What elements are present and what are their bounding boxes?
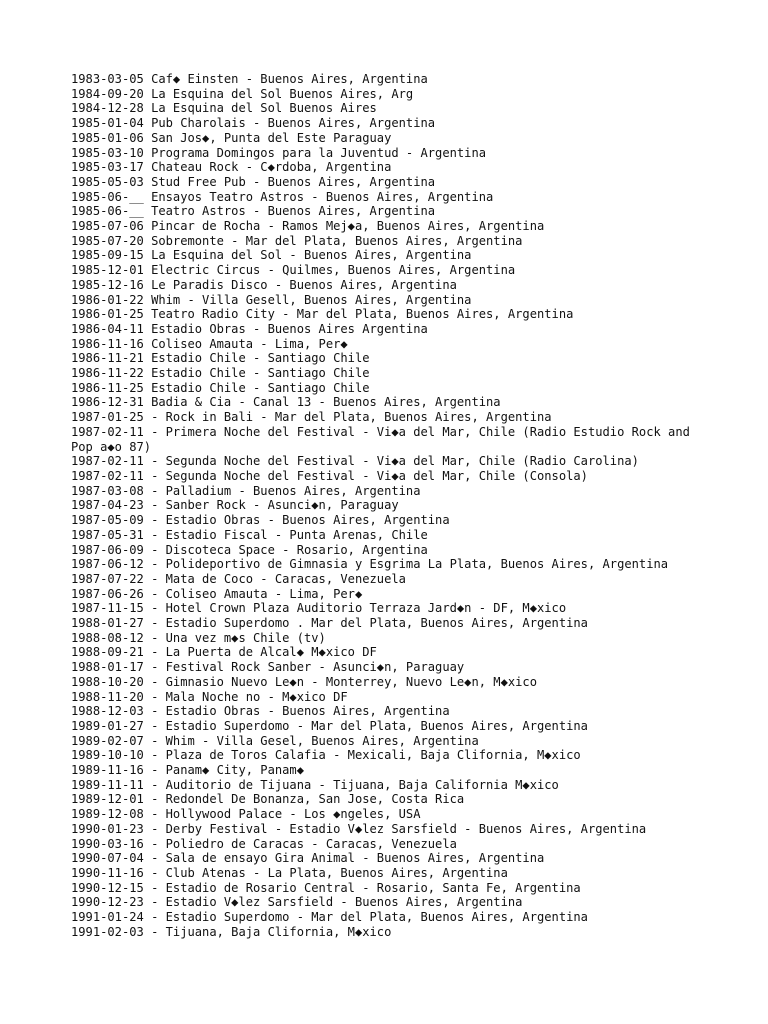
concert-entry: 1985-09-15 La Esquina del Sol - Buenos Aires, Argentina: [71, 248, 472, 263]
concert-entry: 1987-05-31 - Estadio Fiscal - Punta Arenas, Chile: [71, 527, 428, 542]
concert-entry: 1989-11-11 - Auditorio de Tijuana - Tijuana, Baja California M◆xico: [71, 777, 559, 792]
concert-entry: 1989-12-08 - Hollywood Palace - Los ◆ngeles, USA: [71, 807, 421, 822]
concert-entry: 1985-06-__ Teatro Astros - Buenos Aires, Argentina: [71, 204, 436, 219]
concert-entry: 1987-04-23 - Sanber Rock - Asunci◆n, Paraguay: [71, 498, 399, 513]
concert-entry: 1987-02-11 - Segunda Noche del Festival - Vi◆a del Mar, Chile (Radio Carolina): [71, 454, 639, 469]
concert-entry: 1989-12-01 - Redondel De Bonanza, San Jose, Costa Rica: [71, 792, 465, 807]
concert-entry: 1990-12-23 - Estadio V◆lez Sarsfield - Buenos Aires, Argentina: [71, 895, 523, 910]
concert-entry: 1989-11-16 - Panam◆ City, Panam◆: [71, 763, 304, 778]
concert-entry: 1989-10-10 - Plaza de Toros Calafia - Mexicali, Baja Clifornia, M◆xico: [71, 748, 581, 763]
concert-entry: 1987-06-09 - Discoteca Space - Rosario, Argentina: [71, 542, 428, 557]
concert-entry: 1986-01-22 Whim - Villa Gesell, Buenos Aires, Argentina: [71, 292, 472, 307]
concert-entry: 1988-08-12 - Una vez m◆s Chile (tv): [71, 630, 326, 645]
concert-list: [71, 72, 711, 939]
concert-entry: 1986-04-11 Estadio Obras - Buenos Aires Argentina: [71, 321, 428, 336]
concert-entry: 1988-11-20 - Mala Noche no - M◆xico DF: [71, 689, 348, 704]
concert-entry: 1991-01-24 - Estadio Superdomo - Mar del Plata, Buenos Aires, Argentina: [71, 910, 588, 925]
concert-entry: 1987-05-09 - Estadio Obras - Buenos Aires, Argentina: [71, 513, 450, 528]
concert-entry: 1988-12-03 - Estadio Obras - Buenos Aires, Argentina: [71, 704, 450, 719]
concert-entry: 1990-01-23 - Derby Festival - Estadio V◆lez Sarsfield - Buenos Aires, Argentina: [71, 821, 647, 836]
concert-entry: 1987-06-26 - Coliseo Amauta - Lima, Per◆: [71, 586, 363, 601]
concert-entry: 1988-01-27 - Estadio Superdomo . Mar del Plata, Buenos Aires, Argentina: [71, 616, 588, 631]
concert-entry: 1990-07-04 - Sala de ensayo Gira Animal - Buenos Aires, Argentina: [71, 851, 545, 866]
concert-entry: 1985-01-04 Pub Charolais - Buenos Aires, Argentina: [71, 116, 436, 131]
concert-entry: 1985-03-10 Programa Domingos para la Juventud - Argentina: [71, 145, 487, 160]
concert-entry: 1991-02-03 - Tijuana, Baja Clifornia, M◆xico: [71, 924, 392, 939]
concert-entry: 1987-07-22 - Mata de Coco - Caracas, Venezuela: [71, 571, 406, 586]
concert-entry: 1985-12-01 Electric Circus - Quilmes, Buenos Aires, Argentina: [71, 263, 516, 278]
concert-entry: 1987-02-11 - Primera Noche del Festival - Vi◆a del Mar, Chile (Radio Estudio Rock and Pop a◆o 87): [71, 424, 698, 454]
concert-entry: 1985-12-16 Le Paradis Disco - Buenos Aires, Argentina: [71, 277, 457, 292]
concert-entry: 1985-01-06 San Jos◆, Punta del Este Paraguay: [71, 130, 392, 145]
concert-entry: 1990-03-16 - Poliedro de Caracas - Caracas, Venezuela: [71, 836, 457, 851]
concert-entry: 1986-11-16 Coliseo Amauta - Lima, Per◆: [71, 336, 348, 351]
concert-entry: 1988-10-20 - Gimnasio Nuevo Le◆n - Monterrey, Nuevo Le◆n, M◆xico: [71, 674, 537, 689]
concert-entry: 1986-12-31 Badia & Cia - Canal 13 - Buenos Aires, Argentina: [71, 395, 501, 410]
concert-entry: 1985-07-20 Sobremonte - Mar del Plata, Buenos Aires, Argentina: [71, 233, 523, 248]
concert-entry: 1990-12-15 - Estadio de Rosario Central - Rosario, Santa Fe, Argentina: [71, 880, 581, 895]
concert-entry: 1984-09-20 La Esquina del Sol Buenos Aires, Arg: [71, 86, 414, 101]
concert-entry: 1990-11-16 - Club Atenas - La Plata, Buenos Aires, Argentina: [71, 865, 508, 880]
concert-entry: 1985-03-17 Chateau Rock - C◆rdoba, Argentina: [71, 160, 392, 175]
concert-entry: 1983-03-05 Caf◆ Einsten - Buenos Aires, Argentina: [71, 72, 428, 86]
concert-entry: 1989-01-27 - Estadio Superdomo - Mar del Plata, Buenos Aires, Argentina: [71, 718, 588, 733]
document-page: [71, 72, 711, 939]
concert-entry: 1987-01-25 - Rock in Bali - Mar del Plata, Buenos Aires, Argentina: [71, 410, 552, 425]
concert-entry: 1989-02-07 - Whim - Villa Gesel, Buenos Aires, Argentina: [71, 733, 479, 748]
concert-entry: 1987-02-11 - Segunda Noche del Festival - Vi◆a del Mar, Chile (Consola): [71, 468, 588, 483]
concert-entry: 1986-11-22 Estadio Chile - Santiago Chile: [71, 366, 370, 381]
concert-entry: 1986-11-25 Estadio Chile - Santiago Chile: [71, 380, 370, 395]
concert-entry: 1986-01-25 Teatro Radio City - Mar del Plata, Buenos Aires, Argentina: [71, 307, 574, 322]
concert-entry: 1988-09-21 - La Puerta de Alcal◆ M◆xico DF: [71, 645, 377, 660]
concert-entry: 1987-11-15 - Hotel Crown Plaza Auditorio Terraza Jard◆n - DF, M◆xico: [71, 601, 567, 616]
concert-entry: 1986-11-21 Estadio Chile - Santiago Chile: [71, 351, 370, 366]
concert-entry: 1985-06-__ Ensayos Teatro Astros - Buenos Aires, Argentina: [71, 189, 494, 204]
concert-entry: 1985-07-06 Pincar de Rocha - Ramos Mej◆a, Buenos Aires, Argentina: [71, 219, 545, 234]
concert-entry: 1985-05-03 Stud Free Pub - Buenos Aires, Argentina: [71, 174, 436, 189]
concert-entry: 1987-03-08 - Palladium - Buenos Aires, Argentina: [71, 483, 421, 498]
concert-entry: 1988-01-17 - Festival Rock Sanber - Asunci◆n, Paraguay: [71, 660, 465, 675]
concert-entry: 1984-12-28 La Esquina del Sol Buenos Aires: [71, 101, 377, 116]
concert-entry: 1987-06-12 - Polideportivo de Gimnasia y Esgrima La Plata, Buenos Aires, Argentina: [71, 557, 669, 572]
